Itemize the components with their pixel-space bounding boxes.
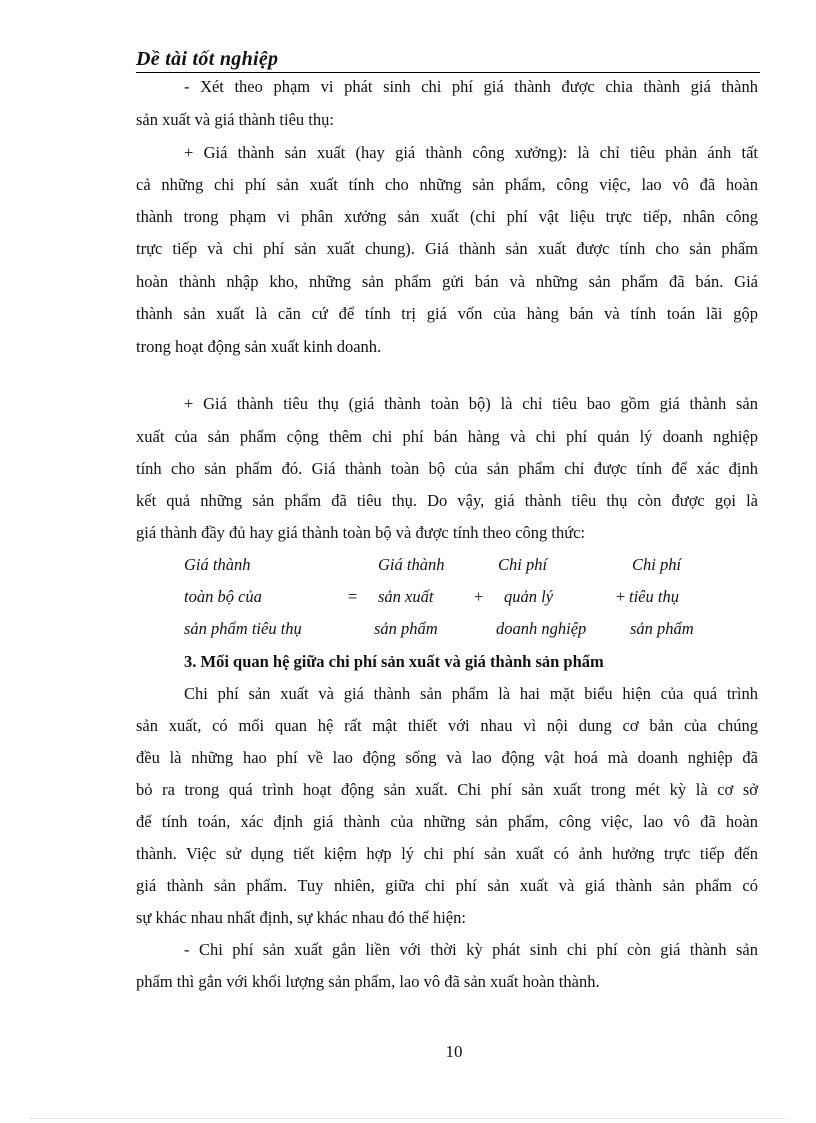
paragraph-line: thành sản xuất là căn cứ để tính trị giá vốn của hàng bán và tính toán lãi gộp [136,304,758,323]
paragraph-line: + Giá thành tiêu thụ (giá thành toàn bộ) là chỉ tiêu bao gồm giá thành sản [184,394,758,413]
paragraph-line: thành trong phạm vi phân xưởng sản xuất (chi phí vật liệu trực tiếp, nhân công [136,207,758,226]
formula-term-management-cost: quản lý [504,587,554,606]
section-heading: 3. Mối quan hệ giữa chi phí sản xuất và giá thành sản phẩm [184,652,604,671]
paragraph-line: Chi phí sản xuất và giá thành sản phẩm là hai mặt biểu hiện của quá trình [184,684,758,703]
paragraph-line: - Chi phí sản xuất gắn liền với thời kỳ phát sinh chi phí còn giá thành sản [184,940,758,959]
paragraph-line: tính cho sản phẩm đó. Giá thành toàn bộ của sản phẩm chỉ được tính để xác định [136,459,758,478]
formula-term-selling-cost: tiêu thụ [629,587,679,606]
plus-sign: + [616,587,626,606]
formula-term-management-cost: Chi phí [498,555,548,574]
header-title: Dề tài tốt nghiệp [136,48,279,70]
paragraph-line: để tính toán, xác định giá thành của những sản phẩm, công việc, lao vô đã hoàn [136,812,758,831]
formula-term-production-cost: sản xuất [378,587,434,606]
paragraph-line: trong hoạt động sản xuất kinh doanh. [136,337,382,356]
equals-sign: = [348,587,358,606]
plus-sign: + [474,587,484,606]
paragraph-line: cả những chi phí sản xuất tính cho những sản phẩm, công việc, lao vô đã hoàn [136,175,758,194]
formula-term-total-cost: Giá thành [184,555,251,574]
paragraph-line: giá thành sản phẩm. Tuy nhiên, giữa chi phí sản xuất và giá thành sản phẩm có [136,876,758,895]
header-rule [136,72,760,73]
paragraph-line: sự khác nhau nhất định, sự khác nhau đó thể hiện: [136,908,466,927]
paragraph-line: trực tiếp và chi phí sản xuất chung). Giá thành sản xuất được tính cho sản phẩm [136,239,758,258]
paragraph-line: kết quả những sản phẩm đã tiêu thụ. Do vậy, giá thành tiêu thụ còn được gọi là [136,491,758,510]
formula-term-production-cost: Giá thành [378,555,445,574]
formula-term-selling-cost: sản phẩm [630,619,694,638]
paragraph-line: sản xuất và giá thành tiêu thụ: [136,110,334,129]
paragraph-line: xuất của sản phẩm cộng thêm chi phí bán hàng và chi phí quản lý doanh nghiệp [136,427,758,446]
paragraph-line: + Giá thành sản xuất (hay giá thành công xưởng): là chỉ tiêu phản ánh tất [184,143,758,162]
paragraph-line: giá thành đầy đủ hay giá thành toàn bộ và được tính theo công thức: [136,523,586,542]
paragraph-line: đều là những hao phí về lao động sống và lao động vật hoá mà doanh nghiệp đã [136,748,758,767]
paragraph-line: - Xét theo phạm vi phát sinh chi phí giá thành được chia thành giá thành [184,77,758,96]
paragraph-line: phẩm thì gắn với khối lượng sản phẩm, lao vô đã sản xuất hoàn thành. [136,972,600,991]
page-edge-divider [30,1118,786,1119]
page-number: 10 [445,1042,463,1061]
paragraph-line: thành. Việc sử dụng tiết kiệm hợp lý chi phí sản xuất có ảnh hưởng trực tiếp đến [136,844,758,863]
formula-term-selling-cost: Chi phí [632,555,682,574]
formula-term-production-cost: sản phẩm [374,619,438,638]
formula-term-total-cost: sản phẩm tiêu thụ [184,619,302,638]
paragraph-line: sản xuất, có mối quan hệ rất mật thiết với nhau vì nội dung cơ bản của chúng [136,716,758,735]
formula-term-total-cost: toàn bộ của [184,587,262,606]
paragraph-line: hoàn thành nhập kho, những sản phẩm gửi bán và những sản phẩm đã bán. Giá [136,272,758,291]
paragraph-line: bỏ ra trong quá trình hoạt động sản xuất. Chi phí sản xuất trong mét kỳ là cơ sở [136,780,758,799]
formula-term-management-cost: doanh nghiệp [496,619,587,638]
